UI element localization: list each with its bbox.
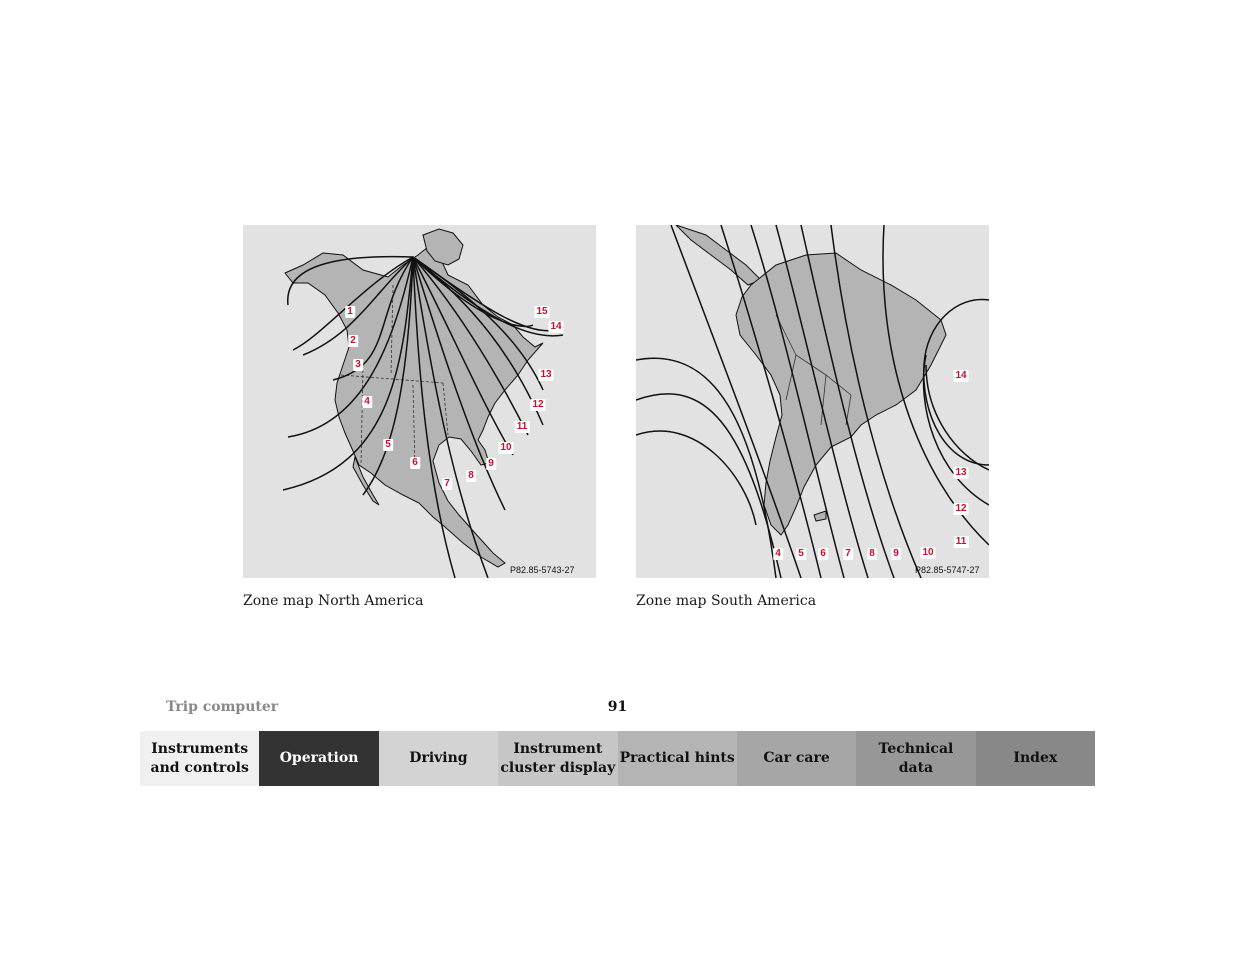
zone-label: 11	[516, 421, 528, 432]
zone-label: 8	[869, 548, 875, 559]
nav-tab-car-care[interactable]	[737, 731, 856, 786]
map-code-south-america: P82.85-5747-27	[915, 565, 980, 575]
zone-label: 10	[922, 547, 934, 558]
nav-tab-instruments-and-controls[interactable]	[140, 731, 259, 786]
zone-label: 5	[385, 439, 391, 450]
nav-tab-driving[interactable]	[379, 731, 498, 786]
zone-label: 7	[845, 548, 851, 559]
nav-tab-label: Driving	[409, 750, 468, 766]
nav-tab-label: Car care	[763, 750, 830, 766]
zone-label: 6	[412, 457, 418, 468]
nav-tab-technical-data[interactable]	[856, 731, 975, 786]
nav-tab-practical-hints[interactable]	[618, 731, 737, 786]
zone-label: 4	[775, 548, 781, 559]
nav-tab-instrument-cluster-display[interactable]	[498, 731, 617, 786]
zone-label: 5	[798, 548, 804, 559]
zone-label: 1	[347, 306, 353, 317]
north-america-landmass	[285, 247, 543, 567]
zone-label: 4	[364, 396, 370, 407]
zone-label: 7	[444, 478, 450, 489]
zone-label: 14	[955, 370, 967, 381]
zone-map-south-america	[636, 225, 989, 578]
nav-tab-label: Operation	[279, 750, 359, 766]
zone-label: 12	[955, 503, 967, 514]
nav-tab-label: Index	[1013, 750, 1058, 766]
nav-tab-operation[interactable]	[259, 731, 378, 786]
nav-tab-index[interactable]	[976, 731, 1095, 786]
section-title: Trip computer	[166, 699, 279, 715]
map-code-north-america: P82.85-5743-27	[510, 565, 575, 575]
zone-label: 2	[350, 335, 356, 346]
central-america-landmass	[676, 225, 761, 285]
nav-tab-label: Instrument cluster display	[500, 740, 616, 776]
chapter-navigation	[140, 731, 1095, 786]
zone-label: 6	[820, 548, 826, 559]
falkland-islands	[814, 511, 826, 521]
zone-label: 13	[955, 467, 967, 478]
zone-label: 3	[355, 359, 361, 370]
nav-tab-label: Practical hints	[619, 750, 735, 766]
caption-north-america: Zone map North America	[243, 593, 424, 609]
zone-label: 11	[955, 536, 967, 547]
nav-tab-label: Instruments and controls	[150, 740, 249, 776]
caption-south-america: Zone map South America	[636, 593, 817, 609]
page-number: 91	[607, 699, 628, 715]
zone-label: 12	[532, 399, 544, 410]
zone-label: 13	[540, 369, 552, 380]
zone-label: 15	[536, 306, 548, 317]
zone-label: 9	[893, 548, 899, 559]
south-america-map-graphic	[636, 225, 989, 578]
zone-label: 10	[500, 442, 512, 453]
zone-label: 14	[550, 321, 562, 332]
zone-label: 9	[488, 458, 494, 469]
zone-label: 8	[468, 470, 474, 481]
nav-tab-label: Technical data	[878, 740, 954, 776]
